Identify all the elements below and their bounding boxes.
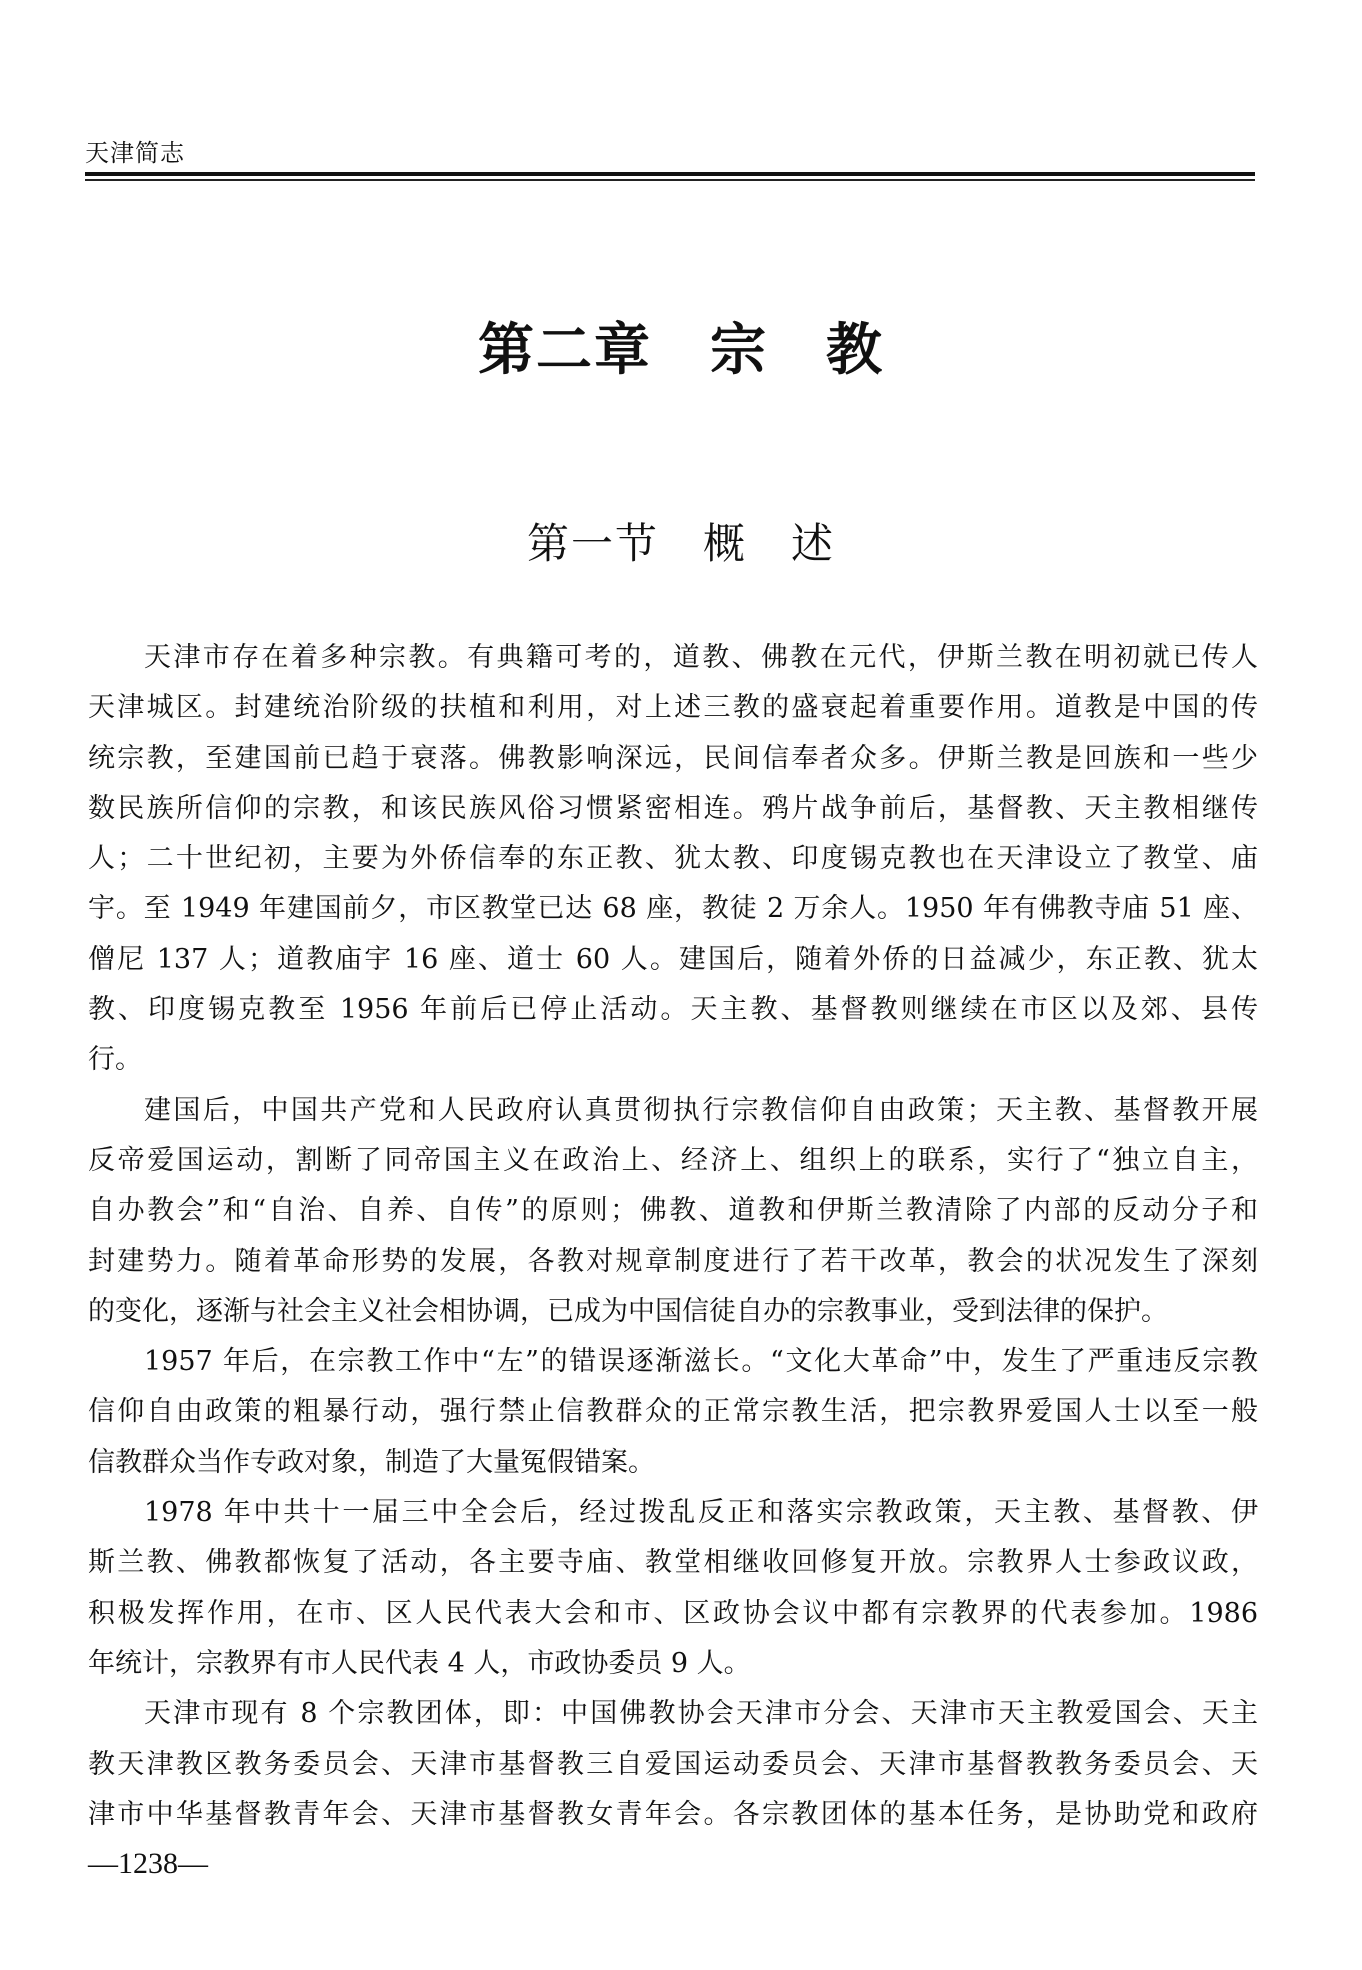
chapter-title: 第二章 宗 教 [478, 317, 884, 383]
text-line: 人；二十世纪初，主要为外侨信奉的东正教、犹太教、印度锡克教也在天津设立了教堂、庙 [88, 843, 1258, 875]
text-line: 信教群众当作专政对象，制造了大量冤假错案。 [88, 1446, 655, 1478]
text-line: 信仰自由政策的粗暴行动，强行禁止信教群众的正常宗教生活，把宗教界爱国人士以至一般 [88, 1396, 1258, 1428]
text-line: 年统计，宗教界有市人民代表 4 人，市政协委员 9 人。 [88, 1647, 751, 1679]
paragraph [88, 633, 1258, 1086]
body-text [88, 633, 1258, 1840]
text-line: 1957 年后，在宗教工作中“左”的错误逐渐滋长。“文化大革命”中，发生了严重违反宗教 [144, 1346, 1258, 1378]
text-line: 数民族所信仰的宗教，和该民族风俗习惯紧密相连。鸦片战争前后，基督教、天主教相继传 [88, 792, 1258, 824]
paragraph [88, 1689, 1258, 1840]
text-line: 天津城区。封建统治阶级的扶植和利用，对上述三教的盛衰起着重要作用。道教是中国的传 [88, 692, 1258, 724]
text-line: 天津市现有 8 个宗教团体，即：中国佛教协会天津市分会、天津市天主教爱国会、天主 [144, 1698, 1258, 1730]
text-line: 天津市存在着多种宗教。有典籍可考的，道教、佛教在元代，伊斯兰教在明初就已传人 [144, 642, 1258, 673]
text-line: 津市中华基督教青年会、天津市基督教女青年会。各宗教团体的基本任务，是协助党和政府 [88, 1798, 1258, 1830]
text-line: 宇。至 1949 年建国前夕，市区教堂已达 68 座，教徒 2 万余人。1950 年有佛教寺庙 51 座、 [88, 893, 1258, 925]
text-line: 反帝爱国运动，割断了同帝国主义在政治上、经济上、组织上的联系，实行了“独立自主， [88, 1144, 1258, 1176]
section-title: 第一节 概 述 [526, 519, 835, 568]
running-head: 天津简志 [85, 139, 185, 167]
text-line: 积极发挥作用，在市、区人民代表大会和市、区政协会议中都有宗教界的代表参加。1986 [88, 1597, 1258, 1629]
paragraph [88, 1337, 1258, 1488]
text-line: 统宗教，至建国前已趋于衰落。佛教影响深远，民间信奉者众多。伊斯兰教是回族和一些少 [88, 742, 1258, 774]
header-rule-thin [85, 179, 1255, 181]
text-line: 封建势力。随着革命形势的发展，各教对规章制度进行了若干改革，教会的状况发生了深刻 [88, 1245, 1258, 1277]
text-line: 僧尼 137 人；道教庙宇 16 座、道士 60 人。建国后，随着外侨的日益减少，东正教、犹太 [88, 943, 1258, 975]
text-line: 自办教会”和“自治、自养、自传”的原则；佛教、道教和伊斯兰教清除了内部的反动分子和 [88, 1195, 1258, 1227]
text-line: 教天津教区教务委员会、天津市基督教三自爱国运动委员会、天津市基督教教务委员会、天 [88, 1748, 1258, 1780]
text-line: 斯兰教、佛教都恢复了活动，各主要寺庙、教堂相继收回修复开放。宗教界人士参政议政， [88, 1547, 1258, 1579]
page-number: —1238— [88, 1847, 208, 1880]
paragraph [88, 1086, 1258, 1337]
text-line: 的变化，逐渐与社会主义社会相协调，已成为中国信徒自办的宗教事业，受到法律的保护。 [88, 1295, 1168, 1327]
text-line: 1978 年中共十一届三中全会后，经过拨乱反正和落实宗教政策，天主教、基督教、伊 [144, 1497, 1258, 1529]
text-line: 教、印度锡克教至 1956 年前后已停止活动。天主教、基督教则继续在市区以及郊、县传 [88, 994, 1258, 1026]
paragraph [88, 1488, 1258, 1689]
header-rule-thick [85, 172, 1255, 176]
text-line: 行。 [88, 1044, 142, 1076]
text-line: 建国后，中国共产党和人民政府认真贯彻执行宗教信仰自由政策；天主教、基督教开展 [144, 1094, 1258, 1126]
